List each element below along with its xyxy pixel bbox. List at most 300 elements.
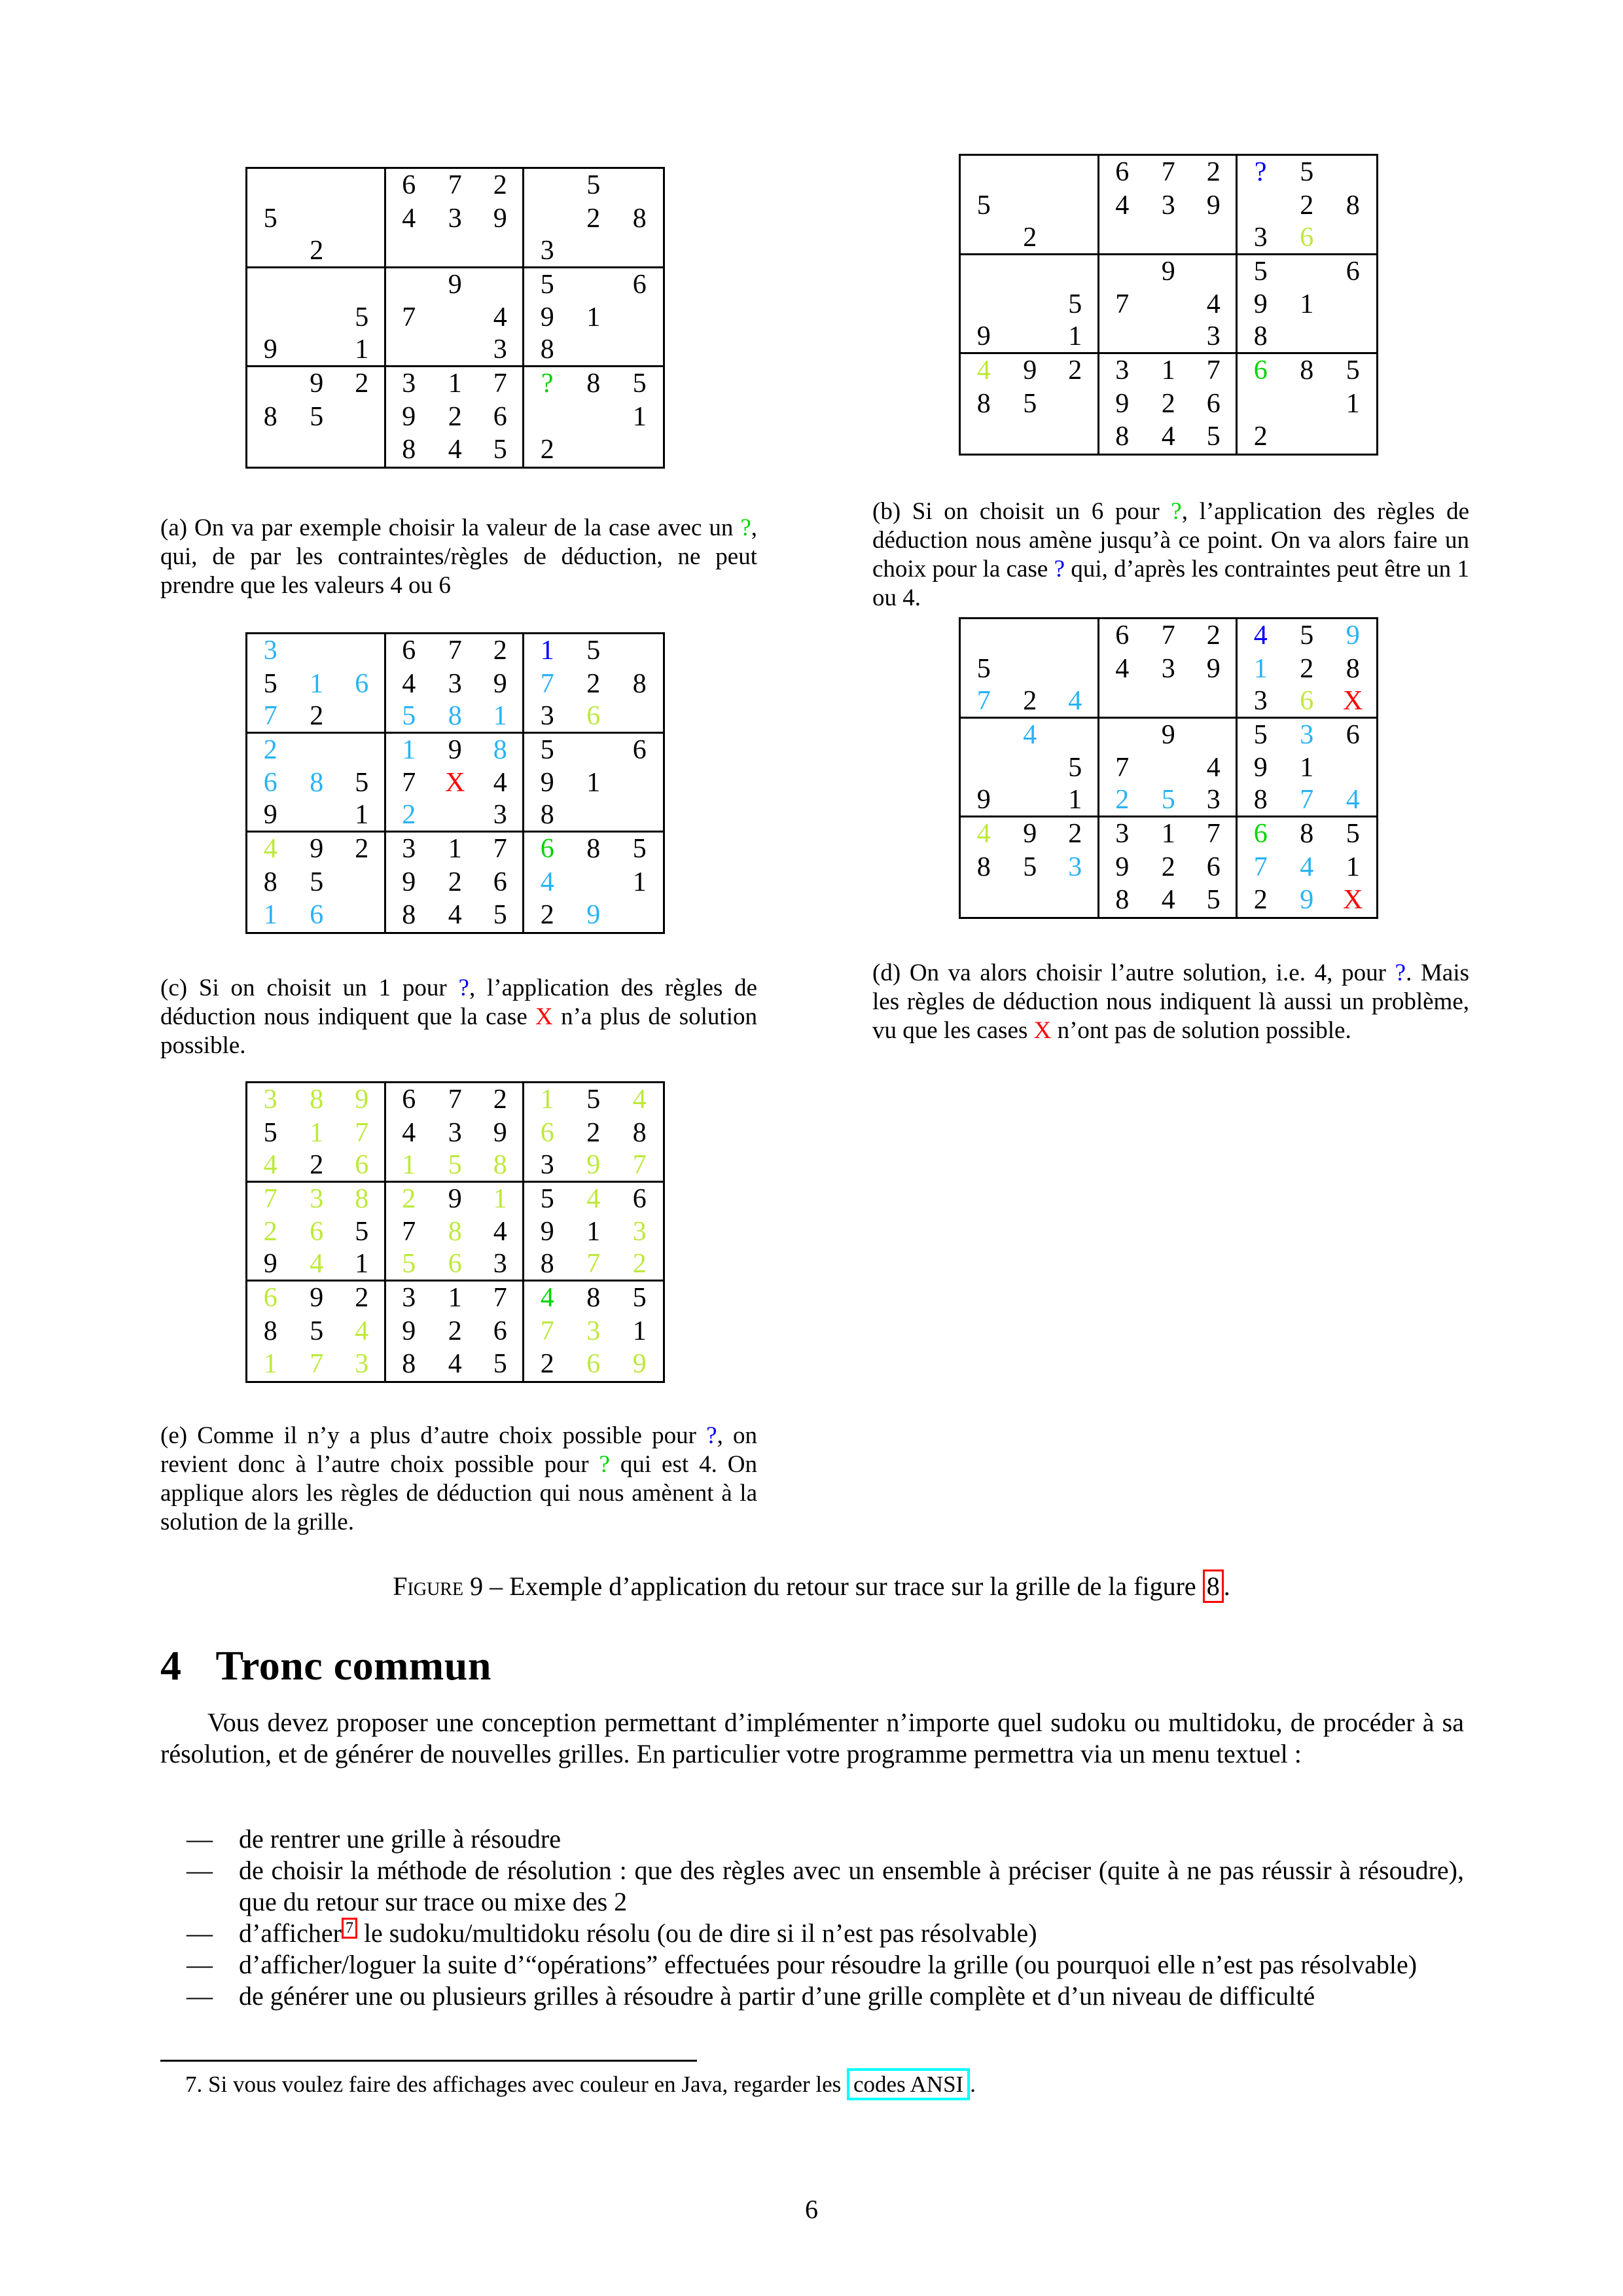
- sudoku-cell: 4: [402, 668, 416, 699]
- sudoku-cell: 9: [1346, 620, 1360, 651]
- sudoku-cell: 4: [340, 1315, 386, 1348]
- requirements-list: [160, 1823, 1464, 2012]
- sudoku-cell: 3: [586, 1316, 601, 1346]
- sudoku-cell: ?: [541, 368, 554, 399]
- sudoku-cell: 3: [1300, 719, 1314, 750]
- sudoku-cell: 8: [586, 834, 601, 864]
- sudoku-cell: 3: [524, 235, 571, 268]
- sudoku-cell: 7: [540, 1316, 554, 1346]
- sudoku-cell: 7: [1161, 620, 1175, 651]
- sudoku-cell: 8: [1346, 653, 1360, 684]
- text-segment: (b) Si on choisit un 6 pour: [872, 498, 1171, 525]
- text-segment: ?: [1395, 960, 1406, 986]
- sudoku-cell: 9: [571, 1149, 617, 1183]
- sudoku-cell: 9: [1192, 189, 1238, 223]
- sudoku-cell: [1007, 619, 1054, 653]
- sudoku-cell: 8: [524, 1249, 571, 1282]
- sudoku-cell: 6: [263, 1283, 277, 1313]
- sudoku-cell: 2: [540, 435, 554, 465]
- sudoku-cell: 8: [586, 368, 601, 399]
- sudoku-cell: 9: [340, 1083, 386, 1117]
- sudoku-cell: [571, 268, 617, 302]
- sudoku-cell: 6: [263, 768, 277, 798]
- sudoku-cell: [616, 169, 663, 202]
- sudoku-cell: [1145, 751, 1192, 785]
- sudoku-cell: [961, 719, 1007, 752]
- sudoku-cell: 4: [263, 834, 277, 864]
- sudoku-cell: [340, 700, 386, 734]
- sudoku-cell: 2: [1253, 422, 1268, 452]
- sudoku-cell: 8: [402, 900, 416, 930]
- sudoku-cell: 9: [247, 800, 294, 833]
- sudoku-cell: 2: [1161, 388, 1175, 419]
- sudoku-cell: 6: [571, 700, 617, 734]
- sudoku-cell: 3: [448, 1117, 462, 1148]
- sudoku-cell: [1007, 321, 1054, 355]
- sudoku-cell: [571, 334, 617, 368]
- sudoku-cell: 6: [478, 401, 525, 434]
- sudoku-cell: [340, 202, 386, 236]
- sudoku-cell: [571, 433, 617, 467]
- sudoku-cell: [961, 420, 1007, 454]
- sudoku-cell: [616, 800, 663, 833]
- sudoku-cell: 3: [1115, 819, 1130, 849]
- sudoku-cell: 7: [1192, 817, 1238, 851]
- sudoku-cell: 5: [1300, 157, 1314, 187]
- sudoku-cell: [1330, 321, 1376, 355]
- sudoku-cell: 7: [340, 1117, 386, 1150]
- sudoku-cell: 5: [586, 170, 601, 200]
- sudoku-cell: [1053, 387, 1099, 421]
- section-title: Tronc commun: [215, 1642, 491, 1689]
- sudoku-cell: 6: [1284, 685, 1330, 719]
- sudoku-cell: 8: [478, 1149, 525, 1183]
- sudoku-cell: 5: [340, 1215, 386, 1249]
- sudoku-cell: 8: [402, 435, 416, 465]
- sudoku-cell: 9: [478, 1117, 525, 1150]
- sudoku-cell: 6: [310, 900, 324, 930]
- sudoku-cell: 6: [1253, 355, 1268, 386]
- sudoku-cell: [571, 401, 617, 434]
- sudoku-cell: 5: [540, 1183, 554, 1214]
- sudoku-cell: [1053, 884, 1099, 917]
- sudoku-cell: 2: [1053, 817, 1099, 851]
- caption-c: [160, 974, 757, 1060]
- sudoku-cell: 3: [1053, 851, 1099, 884]
- sudoku-cell: 6: [1284, 222, 1330, 255]
- sudoku-cell: 4: [976, 355, 991, 386]
- sudoku-cell: [961, 751, 1007, 785]
- sudoku-cell: 5: [586, 636, 601, 666]
- sudoku-cell: 8: [976, 388, 991, 419]
- sudoku-cell: 2: [340, 1282, 386, 1315]
- text-segment: (e) Comme il n’y a plus d’autre choix possible pour: [160, 1422, 707, 1449]
- sudoku-cell: 7: [571, 1249, 617, 1282]
- sudoku-cell: [616, 334, 663, 368]
- sudoku-cell: 2: [340, 367, 386, 401]
- sudoku-cell: 8: [263, 401, 277, 432]
- sudoku-cell: [432, 334, 478, 368]
- sudoku-cell: 8: [1238, 785, 1284, 818]
- sudoku-cell: 1: [632, 1316, 647, 1346]
- list-item: [160, 1823, 1464, 1855]
- sudoku-cell: 7: [478, 833, 525, 866]
- caption-e: [160, 1422, 757, 1537]
- sudoku-cell: [294, 734, 340, 767]
- text-segment: X: [1033, 1017, 1052, 1044]
- sudoku-cell: 3: [1192, 785, 1238, 818]
- sudoku-cell: [1007, 156, 1054, 189]
- sudoku-cell: 4: [478, 766, 525, 800]
- sudoku-grid-b: [959, 154, 1378, 456]
- sudoku-cell: 7: [448, 170, 462, 200]
- sudoku-cell: 8: [586, 1283, 601, 1313]
- sudoku-cell: [961, 288, 1007, 321]
- sudoku-cell: 6: [478, 866, 525, 899]
- sudoku-cell: 4: [478, 1215, 525, 1249]
- sudoku-cell: 2: [448, 1316, 462, 1346]
- text-segment: qui est 4. On applique alors les règles de déduction qui nous amènent à la solution de la grille.: [160, 1451, 757, 1535]
- sudoku-cell: 5: [340, 301, 386, 334]
- sudoku-cell: 3: [310, 1183, 324, 1214]
- sudoku-cell: 2: [294, 1149, 340, 1183]
- text-segment: ?: [458, 975, 469, 1001]
- sudoku-cell: [571, 866, 617, 899]
- list-item-text: [239, 1950, 1417, 1979]
- sudoku-cell: 7: [1161, 157, 1175, 187]
- sudoku-cell: X: [1330, 685, 1376, 719]
- sudoku-cell: 8: [1300, 355, 1314, 386]
- sudoku-cell: 9: [632, 1349, 647, 1379]
- sudoku-cell: 7: [402, 768, 416, 798]
- sudoku-cell: 6: [1192, 851, 1238, 884]
- sudoku-cell: 3: [1192, 321, 1238, 355]
- sudoku-cell: 6: [632, 269, 647, 300]
- text-segment: de générer une ou plusieurs grilles à résoudre à partir d’une grille complète et d’un niveau de difficulté: [239, 1981, 1315, 2011]
- sudoku-cell: 8: [402, 1349, 416, 1379]
- sudoku-cell: 2: [448, 867, 462, 897]
- sudoku-cell: [340, 235, 386, 268]
- sudoku-cell: [386, 334, 433, 368]
- sudoku-cell: [1145, 321, 1192, 355]
- sudoku-cell: 9: [1253, 753, 1268, 783]
- text-segment: .: [970, 2072, 976, 2097]
- sudoku-cell: [1007, 785, 1054, 818]
- sudoku-cell: 5: [1192, 420, 1238, 454]
- sudoku-cell: [1007, 884, 1054, 917]
- sudoku-cell: [1330, 288, 1376, 321]
- sudoku-cell: 4: [478, 301, 525, 334]
- sudoku-cell: 7: [1284, 785, 1330, 818]
- sudoku-cell: 9: [1161, 719, 1175, 750]
- sudoku-cell: 2: [1099, 785, 1146, 818]
- sudoku-cell: 4: [1115, 653, 1130, 684]
- sudoku-cell: 2: [263, 734, 277, 765]
- sudoku-cell: [1053, 222, 1099, 255]
- sudoku-cell: 4: [448, 900, 462, 930]
- sudoku-cell: 7: [247, 700, 294, 734]
- sudoku-cell: 8: [632, 1117, 647, 1148]
- sudoku-cell: 6: [340, 668, 386, 701]
- dash-bullet: —: [187, 1824, 213, 1854]
- sudoku-cell: [386, 268, 433, 302]
- sudoku-cell: 8: [310, 1085, 324, 1115]
- text-segment: 7. Si vous voulez faire des affichages avec couleur en Java, regarder les: [185, 2072, 847, 2097]
- list-item: [160, 1981, 1464, 2012]
- sudoku-cell: 2: [402, 1183, 416, 1214]
- sudoku-cell: 4: [402, 1117, 416, 1148]
- sudoku-cell: [961, 884, 1007, 917]
- sudoku-cell: 1: [586, 302, 601, 332]
- sudoku-cell: 2: [586, 203, 601, 234]
- sudoku-cell: [247, 169, 294, 202]
- sudoku-cell: 1: [1161, 355, 1175, 386]
- sudoku-cell: 1: [1161, 819, 1175, 849]
- sudoku-cell: [1145, 222, 1192, 255]
- sudoku-cell: [1145, 288, 1192, 321]
- sudoku-cell: [340, 866, 386, 899]
- sudoku-cell: [571, 734, 617, 767]
- sudoku-cell: 5: [310, 401, 324, 432]
- sudoku-cell: 1: [340, 334, 386, 368]
- sudoku-cell: [294, 433, 340, 467]
- sudoku-cell: 9: [1253, 289, 1268, 319]
- sudoku-cell: [1053, 255, 1099, 289]
- sudoku-cell: [1284, 420, 1330, 454]
- sudoku-cell: [340, 899, 386, 932]
- sudoku-cell: [340, 169, 386, 202]
- sudoku-cell: 5: [1053, 751, 1099, 785]
- sudoku-cell: 7: [961, 685, 1007, 719]
- sudoku-cell: 1: [402, 734, 416, 765]
- sudoku-cell: 3: [524, 1149, 571, 1183]
- sudoku-cell: [1007, 653, 1054, 686]
- sudoku-cell: 3: [263, 1085, 277, 1115]
- sudoku-cell: [247, 433, 294, 467]
- text-segment: .: [1223, 1571, 1230, 1601]
- sudoku-cell: 4: [247, 1149, 294, 1183]
- sudoku-cell: 5: [976, 653, 991, 684]
- sudoku-cell: 3: [478, 334, 525, 368]
- sudoku-cell: 8: [263, 867, 277, 897]
- sudoku-cell: 3: [478, 1249, 525, 1282]
- sudoku-cell: [1192, 685, 1238, 719]
- section-number: 4: [160, 1642, 182, 1689]
- sudoku-cell: 2: [1253, 885, 1268, 915]
- sudoku-cell: 1: [1253, 653, 1268, 684]
- sudoku-cell: 8: [524, 334, 571, 368]
- sudoku-cell: 3: [1238, 222, 1284, 255]
- sudoku-cell: 9: [310, 368, 324, 399]
- sudoku-cell: [961, 619, 1007, 653]
- sudoku-cell: [616, 766, 663, 800]
- sudoku-cell: 5: [478, 1348, 525, 1381]
- sudoku-cell: 7: [1192, 354, 1238, 387]
- sudoku-cell: 4: [1300, 852, 1314, 882]
- sudoku-cell: 3: [1115, 355, 1130, 386]
- sudoku-cell: 4: [1192, 751, 1238, 785]
- sudoku-cell: 9: [1192, 653, 1238, 686]
- sudoku-cell: 2: [263, 1217, 277, 1247]
- ref-link[interactable]: 7: [342, 1918, 357, 1939]
- smallcaps-text: Figure: [393, 1571, 464, 1601]
- sudoku-cell: 1: [540, 1085, 554, 1115]
- sudoku-cell: [1145, 685, 1192, 719]
- sudoku-cell: 6: [402, 1085, 416, 1115]
- sudoku-cell: 3: [263, 636, 277, 666]
- text-segment: n’a plus de solution possible.: [160, 1003, 757, 1059]
- sudoku-cell: 2: [340, 833, 386, 866]
- sudoku-cell: [432, 235, 478, 268]
- sudoku-cell: 3: [1238, 685, 1284, 719]
- sudoku-cell: [1099, 719, 1146, 752]
- footnote: [160, 2070, 1464, 2100]
- sudoku-cell: [340, 734, 386, 767]
- sudoku-cell: 2: [294, 235, 340, 268]
- ref-link[interactable]: codes ANSI: [847, 2068, 970, 2100]
- sudoku-grid-a: [245, 167, 665, 469]
- text-segment: 9 – Exemple d’application du retour sur trace sur la grille de la figure: [463, 1571, 1203, 1601]
- sudoku-cell: 2: [540, 1349, 554, 1379]
- sudoku-grid-d: [959, 617, 1378, 919]
- sudoku-cell: 9: [540, 1217, 554, 1247]
- sudoku-cell: 8: [1300, 819, 1314, 849]
- sudoku-cell: 3: [402, 834, 416, 864]
- sudoku-cell: 3: [448, 203, 462, 234]
- sudoku-cell: X: [445, 768, 465, 798]
- sudoku-cell: [1192, 222, 1238, 255]
- sudoku-cell: 7: [478, 1282, 525, 1315]
- sudoku-cell: 2: [448, 401, 462, 432]
- sudoku-cell: 1: [540, 636, 554, 666]
- sudoku-cell: 2: [294, 700, 340, 734]
- list-item-text: [239, 1856, 1464, 1916]
- list-item: [160, 1855, 1464, 1918]
- sudoku-cell: 9: [402, 867, 416, 897]
- sudoku-cell: 8: [340, 1183, 386, 1216]
- sudoku-cell: [1330, 751, 1376, 785]
- sudoku-cell: 2: [540, 900, 554, 930]
- sudoku-cell: [340, 433, 386, 467]
- sudoku-cell: 3: [1161, 653, 1175, 684]
- sudoku-cell: 2: [1192, 619, 1238, 653]
- sudoku-cell: 4: [976, 819, 991, 849]
- intro-paragraph: Vous devez proposer une conception permettant d’implémenter n’importe quel sudoku ou multidoku, de procéder à sa résolution, et de générer de nouvelles grilles. En particulier votre programme permettra via un menu textuel :: [160, 1708, 1464, 1768]
- ref-link[interactable]: 8: [1203, 1570, 1224, 1603]
- sudoku-cell: [524, 169, 571, 202]
- sudoku-cell: 5: [432, 1149, 478, 1183]
- sudoku-cell: 5: [263, 203, 277, 234]
- sudoku-cell: 1: [586, 768, 601, 798]
- sudoku-cell: 7: [1253, 852, 1268, 882]
- sudoku-cell: 6: [432, 1249, 478, 1282]
- sudoku-cell: [294, 334, 340, 368]
- sudoku-cell: [1238, 387, 1284, 421]
- sudoku-cell: 7: [263, 1183, 277, 1214]
- sudoku-cell: [432, 301, 478, 334]
- sudoku-cell: [1284, 321, 1330, 355]
- sudoku-cell: [1053, 420, 1099, 454]
- sudoku-cell: [1053, 719, 1099, 752]
- sudoku-cell: 4: [632, 1085, 647, 1115]
- sudoku-grid-e: [245, 1081, 665, 1383]
- text-segment: (a) On va par exemple choisir la valeur de la case avec un: [160, 514, 741, 541]
- sudoku-cell: 1: [310, 1117, 324, 1148]
- sudoku-cell: 9: [1300, 885, 1314, 915]
- sudoku-cell: 7: [540, 668, 554, 699]
- sudoku-cell: 6: [540, 834, 554, 864]
- sudoku-cell: 9: [247, 334, 294, 368]
- sudoku-cell: [294, 169, 340, 202]
- sudoku-cell: 4: [1253, 620, 1268, 651]
- sudoku-cell: 8: [632, 668, 647, 699]
- sudoku-cell: 4: [540, 1283, 554, 1313]
- sudoku-grid-c: [245, 632, 665, 934]
- sudoku-cell: [1007, 189, 1054, 223]
- sudoku-cell: [616, 433, 663, 467]
- sudoku-cell: [524, 401, 571, 434]
- sudoku-cell: 1: [1346, 852, 1360, 882]
- sudoku-cell: 7: [448, 636, 462, 666]
- sudoku-cell: 1: [448, 1283, 462, 1313]
- sudoku-cell: 9: [540, 768, 554, 798]
- sudoku-cell: 9: [448, 269, 462, 300]
- sudoku-cell: 8: [524, 800, 571, 833]
- text-segment: n’ont pas de solution possible.: [1051, 1017, 1351, 1044]
- text-segment: , qui, de par les contraintes/règles de déduction, ne peut prendre que les valeurs 4 ou 6: [160, 514, 757, 599]
- sudoku-cell: 7: [1115, 289, 1130, 319]
- sudoku-cell: 3: [1161, 190, 1175, 221]
- text-segment: qui, d’après les contraintes peut être un 1 ou 4.: [872, 556, 1469, 611]
- sudoku-cell: [1007, 288, 1054, 321]
- sudoku-cell: 1: [263, 900, 277, 930]
- sudoku-cell: 5: [1346, 355, 1360, 386]
- sudoku-cell: 9: [402, 1316, 416, 1346]
- text-segment: d’afficher/loguer la suite d’“opérations” effectuées pour résoudre la grille (ou pourquoi elle n’est pas résolvable): [239, 1950, 1418, 1979]
- sudoku-cell: 8: [1346, 190, 1360, 221]
- sudoku-cell: 2: [478, 1083, 525, 1117]
- sudoku-cell: 4: [294, 1249, 340, 1282]
- sudoku-cell: [1284, 387, 1330, 421]
- sudoku-cell: 6: [1115, 157, 1130, 187]
- sudoku-cell: 5: [1346, 819, 1360, 849]
- sudoku-cell: 9: [1115, 388, 1130, 419]
- text-segment: X: [535, 1003, 553, 1030]
- sudoku-cell: 9: [586, 900, 601, 930]
- sudoku-cell: [616, 301, 663, 334]
- sudoku-cell: 1: [310, 668, 324, 699]
- sudoku-cell: 1: [386, 1149, 433, 1183]
- sudoku-cell: 7: [310, 1349, 324, 1379]
- sudoku-cell: 2: [1192, 156, 1238, 189]
- sudoku-cell: [616, 634, 663, 668]
- sudoku-cell: 5: [1253, 719, 1268, 750]
- sudoku-cell: 5: [586, 1085, 601, 1115]
- sudoku-cell: 5: [263, 668, 277, 699]
- sudoku-cell: 9: [448, 734, 462, 765]
- sudoku-cell: 9: [1023, 355, 1037, 386]
- sudoku-cell: 1: [478, 700, 525, 734]
- sudoku-cell: 5: [632, 834, 647, 864]
- sudoku-cell: ?: [1254, 157, 1267, 187]
- sudoku-cell: [1099, 255, 1146, 289]
- sudoku-cell: 7: [402, 302, 416, 332]
- sudoku-cell: 9: [448, 1183, 462, 1214]
- text-segment: de choisir la méthode de résolution : que des règles avec un ensemble à préciser (quite à ne pas réussir à résoudre), que du retour sur trace ou mixe des 2: [239, 1856, 1464, 1916]
- sudoku-cell: [340, 634, 386, 668]
- sudoku-cell: [1053, 189, 1099, 223]
- sudoku-cell: 5: [540, 734, 554, 765]
